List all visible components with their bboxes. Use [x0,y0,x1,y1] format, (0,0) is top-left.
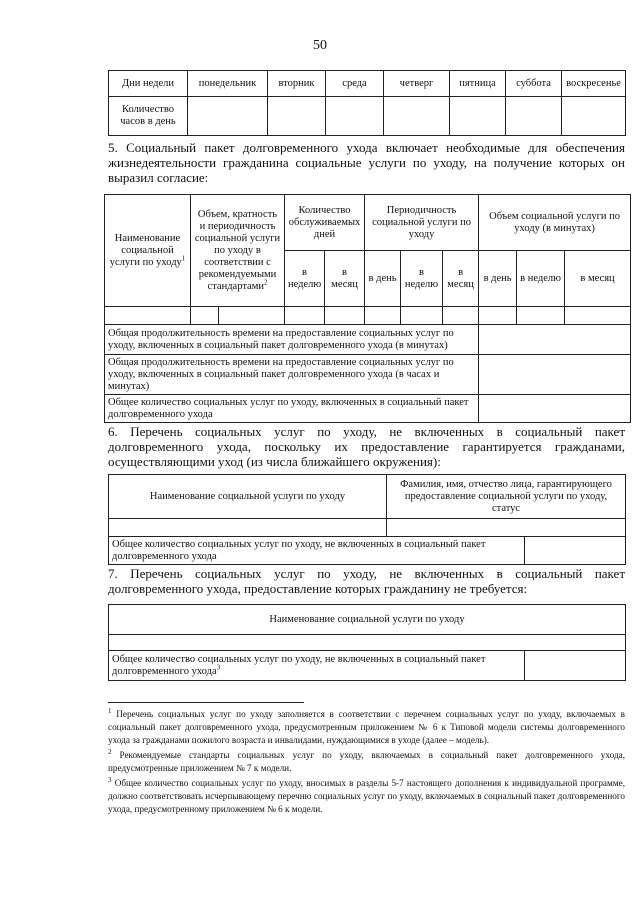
hours-cell[interactable] [562,97,626,136]
empty-cell[interactable] [387,519,626,537]
s7-total-value[interactable] [525,651,626,681]
sub-week: в неделю [285,251,325,307]
s6-total: Общее количество социальных услуг по уходу, не включенных в социальный пакет долговременного ухода [109,537,525,565]
empty-cell[interactable] [401,307,443,325]
empty-cell[interactable] [219,307,285,325]
empty-cell[interactable] [105,307,191,325]
hours-cell[interactable] [188,97,268,136]
sub-month: в месяц [443,251,479,307]
day-thu: четверг [384,71,450,97]
page-number: 50 [313,38,327,53]
day-wed: среда [326,71,384,97]
section5-text: 5. Социальный пакет долговременного ухода включает необходимые для обеспечения жизнедеятельности гражданина социальные услуги по уходу, на получение которых он выразил согласие: [108,140,625,185]
s7-total: Общее количество социальных услуг по уходу, не включенных в социальный пакет долговременного ухода$^3$ [109,651,525,681]
empty-cell[interactable] [517,307,565,325]
empty-cell[interactable] [479,307,517,325]
sub-month: в месяц [565,251,631,307]
col-minutes: Объем социальной услуги по уходу (в минутах) [479,195,631,251]
day-fri: пятница [450,71,506,97]
day-tue: вторник [268,71,326,97]
summary-value[interactable] [479,325,631,355]
week-hours-table [108,70,626,136]
s7-col-name: Наименование социальной услуги по уходу [109,605,626,635]
footnote-separator [108,702,304,703]
sub-day: в день [365,251,401,307]
empty-cell[interactable] [365,307,401,325]
hours-cell[interactable] [450,97,506,136]
section6-text: 6. Перечень социальных услуг по уходу, не включенных в социальный пакет долговременного ухода, поскольку их предоставление гарантируется гражданами, осуществляющими уход (из числа ближайшего окружения): [108,424,625,469]
s6-total-value[interactable] [525,537,626,565]
empty-cell[interactable] [443,307,479,325]
day-mon: понедельник [188,71,268,97]
summary-hours: Общая продолжительность времени на предоставление социальных услуг по уходу, включенных в социальный пакет долговременного ухода (в часах и минутах) [105,355,479,395]
empty-cell[interactable] [285,307,325,325]
footnote-3: $^3$ Общее количество социальных услуг по уходу, вносимых в разделы 5-7 настоящего дополнения к индивидуальной программе, должно соответствовать исчерпывающему перечню социальных услуг по уходу, включаемых в социальный пакет долговременного ухода, предусмотренному приложением № 6 к модели. [108,775,626,814]
day-sat: суббота [506,71,562,97]
empty-cell[interactable] [109,635,626,651]
sub-week: в неделю [401,251,443,307]
empty-cell[interactable] [191,307,219,325]
footnote-2: $^2$ Рекомендуемые стандарты социальных услуг по уходу, включаемых в социальный пакет долговременного ухода, предусмотренные приложением № 7 к модели. [108,747,626,773]
footnote-1: $^1$ Перечень социальных услуг по уходу заполняется в соответствии с перечнем социальных услуг по уходу, включаемых в социальный пакет долговременного ухода, предусмотренным приложением № 6 к Типовой модели системы долговременного ухода за гражданами пожилого возраста и инвалидами, нуждающимися в уходе (далее – модель). [108,706,626,745]
summary-minutes: Общая продолжительность времени на предоставление социальных услуг по уходу, включенных в социальный пакет долговременного ухода (в минутах) [105,325,479,355]
summary-value[interactable] [479,355,631,395]
section7-table [108,604,626,681]
empty-cell[interactable] [565,307,631,325]
hours-cell[interactable] [384,97,450,136]
empty-cell[interactable] [109,519,387,537]
summary-value[interactable] [479,395,631,423]
sub-week: в неделю [517,251,565,307]
hours-cell[interactable] [268,97,326,136]
week-header-label: Дни недели [109,71,188,97]
sub-month: в месяц [325,251,365,307]
col-days: Количество обслуживаемых дней [285,195,365,251]
hours-cell[interactable] [506,97,562,136]
hours-cell[interactable] [326,97,384,136]
footnotes [108,708,625,816]
col-service-name: Наименование социальной услуги по уходу$^1$ [105,195,191,307]
col-volume: Объем, кратность и периодичность социальной услуги по уходу в соответствии с рекомендуемыми стандартами$^2$ [191,195,285,307]
hours-row-label: Количество часов в день [109,97,188,136]
section5-table [104,194,631,423]
section7-text: 7. Перечень социальных услуг по уходу, не включенных в социальный пакет долговременного ухода, предоставление которых гражданину не требуется: [108,566,625,596]
col-period: Периодичность социальной услуги по уходу [365,195,479,251]
s6-col-person: Фамилия, имя, отчество лица, гарантирующего предоставление социальной услуги по уходу, статус [387,475,626,519]
s6-col-name: Наименование социальной услуги по уходу [109,475,387,519]
summary-count: Общее количество социальных услуг по уходу, включенных в социальный пакет долговременного ухода [105,395,479,423]
day-sun: воскресенье [562,71,626,97]
section6-table [108,474,626,565]
empty-cell[interactable] [325,307,365,325]
sub-day: в день [479,251,517,307]
